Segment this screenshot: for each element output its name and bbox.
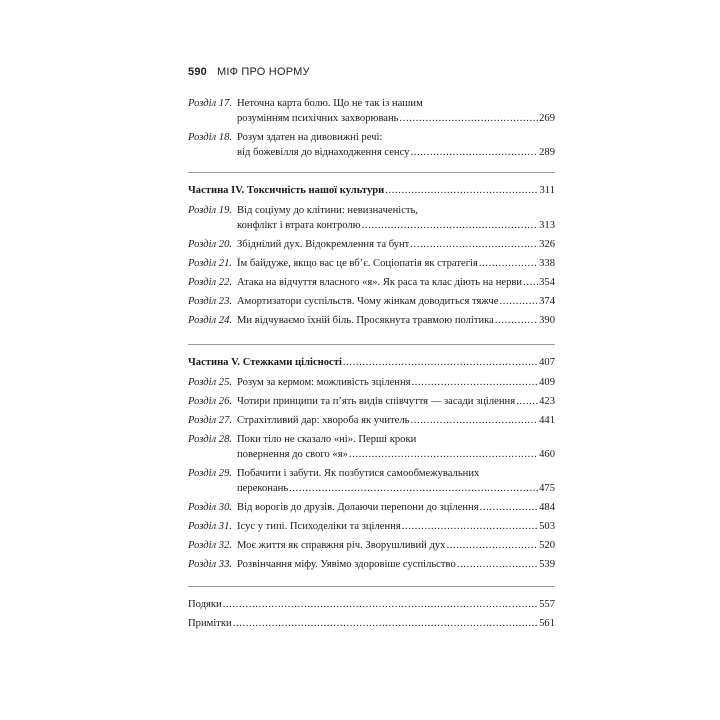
chapter-label: Розділ 29. [188,468,233,479]
chapter-title-line [237,145,555,160]
toc-entry [188,256,555,271]
chapter-page: 503 [539,521,555,532]
chapter-label: Розділ 32. [188,540,233,551]
chapter-title-text: Розвінчання міфу. Уявімо здоровіше суспільство [237,559,456,570]
chapter-label: Розділ 20. [188,239,233,250]
part-title: Частина V. Стежками цілісності [188,357,342,368]
part-heading-v [188,344,555,370]
chapter-title-text: Поки тіло не сказало «ні». Перші кроки [237,434,417,445]
toc-entry [188,519,555,534]
toc-entry [188,375,555,390]
chapter-page: 460 [539,449,555,460]
leader-dots [523,275,538,290]
leader-dots [233,616,538,631]
chapter-title-text: Ми відчуваємо їхній біль. Просякнута травмою політика [237,315,494,326]
leader-dots [499,294,538,309]
chapter-page: 423 [539,396,555,407]
chapter-page: 390 [539,315,555,326]
chapter-body [237,203,555,233]
chapter-title-line [237,538,555,553]
leader-dots [410,237,538,252]
chapter-title-text: Ісус у типі. Психоделіки та зцілення [237,521,401,532]
chapter-title-text: Розум здатен на дивовижні речі: [237,132,383,143]
chapter-title-line [237,519,555,534]
chapter-title-text: Моє життя як справжня річ. Зворушливий дух [237,540,446,551]
chapter-title-line [237,256,555,271]
leader-dots [289,481,538,496]
toc-entry [188,432,555,462]
toc-entry [188,538,555,553]
leader-dots [343,355,538,370]
chapter-label: Розділ 19. [188,205,233,216]
leader-dots [480,500,539,515]
chapter-page: 484 [539,502,555,513]
leader-dots [479,256,538,271]
chapter-title-line [237,313,555,328]
chapter-title-text: Збіднілий дух. Відокремлення та бунт [237,239,410,250]
part-page: 311 [539,185,555,196]
chapter-body [237,375,555,390]
chapter-title-line [237,237,555,252]
leader-dots [457,557,538,572]
chapter-title-line [237,500,555,515]
chapter-label: Розділ 27. [188,415,233,426]
chapter-title-text: повернення до свого «я» [237,449,348,460]
backmatter-page: 557 [539,599,555,610]
part-title: Частина IV. Токсичність нашої культури [188,185,385,196]
leader-dots [402,519,538,534]
chapter-page: 441 [539,415,555,426]
chapter-title-text: Чотири принципи та п’ять видів співчуття — засади зцілення [237,396,516,407]
chapter-body [237,519,555,534]
chapter-page: 409 [539,377,555,388]
chapter-label: Розділ 21. [188,258,233,269]
leader-dots [385,183,538,198]
toc-entry [188,413,555,428]
chapter-title-line [237,466,555,481]
toc-entry [188,294,555,309]
chapter-title-line [237,111,555,126]
chapter-title-line [237,481,555,496]
chapter-page: 269 [539,113,555,124]
chapter-body [237,466,555,496]
leader-dots [516,394,538,409]
running-head [188,66,310,78]
chapter-title-text: Страхітливий дар: хвороба як учитель [237,415,410,426]
chapter-page: 475 [539,483,555,494]
chapter-body [237,413,555,428]
chapter-page: 338 [539,258,555,269]
backmatter-page: 561 [539,618,555,629]
chapter-label: Розділ 23. [188,296,233,307]
chapter-page: 289 [539,147,555,158]
table-of-contents [188,96,555,635]
toc-entry [188,130,555,160]
backmatter-entry [188,616,555,631]
chapter-label: Розділ 33. [188,559,233,570]
chapter-body [237,538,555,553]
chapters-group-part-v [188,375,555,572]
toc-entry [188,275,555,290]
toc-entry [188,557,555,572]
chapter-body [237,256,555,271]
chapter-body [237,500,555,515]
toc-entry [188,203,555,233]
chapter-title-line [237,394,555,409]
leader-dots [410,145,538,160]
chapter-title-text: Від соціуму до клітини: невизначеність, [237,205,419,216]
chapter-title-line [237,275,555,290]
leader-dots [411,413,539,428]
leader-dots [412,375,539,390]
chapter-title-line [237,203,555,218]
chapter-page: 539 [539,559,555,570]
chapter-body [237,313,555,328]
toc-entry [188,96,555,126]
chapter-page: 313 [539,220,555,231]
book-title: МІФ ПРО НОРМУ [216,66,310,78]
chapter-label: Розділ 26. [188,396,233,407]
chapter-title-text: переконань [237,483,289,494]
chapter-title-text: Побачити і забути. Як позбутися самообмежувальних [237,468,480,479]
chapter-label: Розділ 18. [188,132,233,143]
toc-entry [188,237,555,252]
chapter-title-text: конфлікт і втрата контролю [237,220,361,231]
chapter-title-line [237,375,555,390]
toc-entry [188,466,555,496]
chapter-body [237,432,555,462]
chapter-body [237,96,555,126]
leader-dots [362,218,539,233]
part-heading-iv [188,172,555,198]
chapter-body [237,237,555,252]
chapter-label: Розділ 17. [188,98,233,109]
toc-entry [188,500,555,515]
chapters-group-part-iv [188,203,555,328]
chapter-label: Розділ 30. [188,502,233,513]
chapter-title-text: від божевілля до віднаходження сенсу [237,147,410,158]
chapter-label: Розділ 24. [188,315,233,326]
chapter-label: Розділ 22. [188,277,233,288]
backmatter [188,586,555,631]
chapter-title-line [237,130,555,145]
chapter-body [237,130,555,160]
chapter-title-line [237,218,555,233]
chapter-page: 354 [539,277,555,288]
page-number: 590 [188,66,207,78]
backmatter-title: Подяки [188,599,222,610]
chapter-title-text: Амортизатори суспільств. Чому жінкам доводиться тяжче [237,296,499,307]
chapter-title-text: Їм байдуже, якщо вас це вб’є. Соціопатія як стратегія [237,258,478,269]
chapter-title-line [237,294,555,309]
backmatter-title: Примітки [188,618,232,629]
chapter-title-text: Від ворогів до друзів. Долаючи перепони до зцілення [237,502,479,513]
chapter-title-line [237,413,555,428]
chapter-page: 520 [539,540,555,551]
chapter-title-line [237,432,555,447]
chapter-page: 326 [539,239,555,250]
chapter-body [237,294,555,309]
leader-dots [223,597,538,612]
chapter-title-line [237,447,555,462]
chapter-title-text: Розум за кермом: можливість зцілення [237,377,411,388]
part-page: 407 [539,357,555,368]
chapter-body [237,394,555,409]
chapter-title-line [237,96,555,111]
toc-entry [188,313,555,328]
chapter-title-text: розумінням психічних захворювань [237,113,399,124]
leader-dots [400,111,539,126]
chapter-body [237,557,555,572]
chapter-title-line [237,557,555,572]
backmatter-entry [188,597,555,612]
chapter-page: 374 [539,296,555,307]
toc-entry [188,394,555,409]
leader-dots [446,538,538,553]
leader-dots [495,313,538,328]
leader-dots [349,447,538,462]
chapters-group-top [188,96,555,160]
chapter-label: Розділ 31. [188,521,233,532]
chapter-label: Розділ 28. [188,434,233,445]
chapter-title-text: Неточна карта болю. Що не так із нашим [237,98,423,109]
chapter-label: Розділ 25. [188,377,233,388]
chapter-body [237,275,555,290]
chapter-title-text: Атака на відчуття власного «я». Як раса та клас діють на нерви [237,277,523,288]
